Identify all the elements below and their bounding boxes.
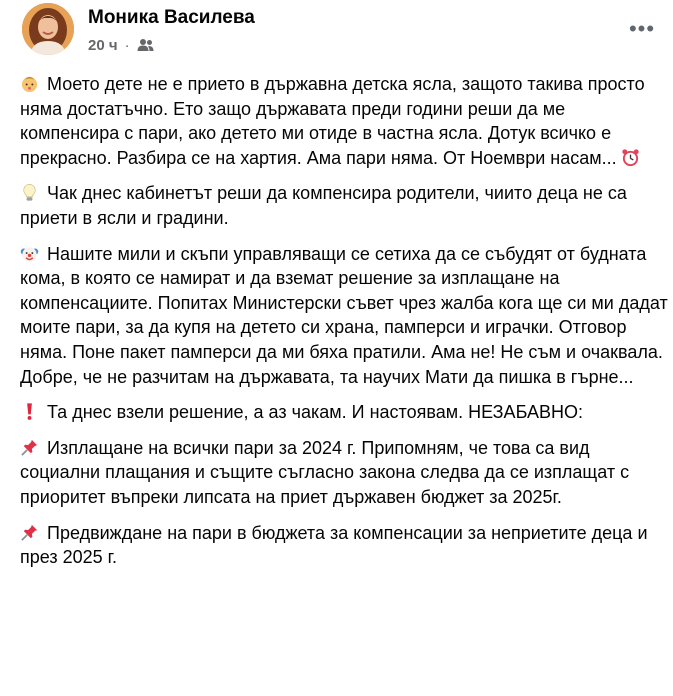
baby-emoji [20, 74, 39, 93]
author-avatar[interactable] [22, 3, 74, 55]
alarm-clock-emoji [621, 148, 640, 167]
paragraph-text: Та днес взели решение, а аз чакам. И настоявам. НЕЗАБАВНО: [47, 402, 583, 423]
post-header [0, 0, 673, 66]
meta-separator: · [124, 36, 130, 54]
paragraph-text: Чак днес кабинетът реши да компенсира родители, чиито деца не са приети в ясли и градини. [20, 183, 627, 228]
post-paragraph [20, 72, 668, 170]
exclamation-mark-emoji [20, 402, 39, 421]
paragraph-text: Нашите мили и скъпи управляващи се сетиха да се събудят от будната кома, в която се намират и да вземат решение за изплащане на компенсациите. Попитах Министерски съвет чрез жалба кога ще си ми дадат моите пари, за да купя на детето си храна, памперси и играчки. Отговор няма. Поне пакет памперси да ми бяха пратили. Ама не! Не съм и очаквала. Добре, че не разчитам на държавата, та научих Мати да пишка в гърне... [20, 243, 668, 387]
paragraph-text: Изплащане на всички пари за 2024 г. Припомням, че това са вид социални плащания и същите съгласно закона следва да се изплащат с приоритет въпреки липсата на приет държавен бюджет за 2025г. [20, 437, 630, 507]
post-meta [88, 35, 154, 55]
paragraph-text: Моето дете не е прието в държавна детска ясла, защото такива просто няма достатъчно. Ето защо държавата преди години реши да ме компенсира с пари, ако детето ми отиде в частна ясла. Дотук всичко е прекрасно. Разбира се на хартия. Ама пари няма. От Ноември насам... [20, 74, 645, 168]
post-timestamp[interactable]: 20 ч [88, 36, 118, 54]
post-paragraph [20, 242, 668, 390]
author-name[interactable]: Моника Василева [88, 7, 255, 28]
post-body [20, 72, 668, 581]
post-paragraph [20, 436, 668, 510]
friends-icon[interactable] [137, 38, 154, 52]
pushpin-emoji [20, 523, 39, 542]
avatar-photo [22, 3, 74, 55]
post-paragraph [20, 521, 668, 570]
more-options-icon[interactable]: ••• [628, 16, 656, 41]
pushpin-emoji [20, 438, 39, 457]
post-paragraph [20, 181, 668, 230]
post-paragraph [20, 400, 668, 425]
clown-face-emoji [20, 244, 39, 263]
light-bulb-emoji [20, 183, 39, 202]
paragraph-text: Предвиждане на пари в бюджета за компенсации за неприетите деца и през 2025 г. [20, 522, 648, 568]
